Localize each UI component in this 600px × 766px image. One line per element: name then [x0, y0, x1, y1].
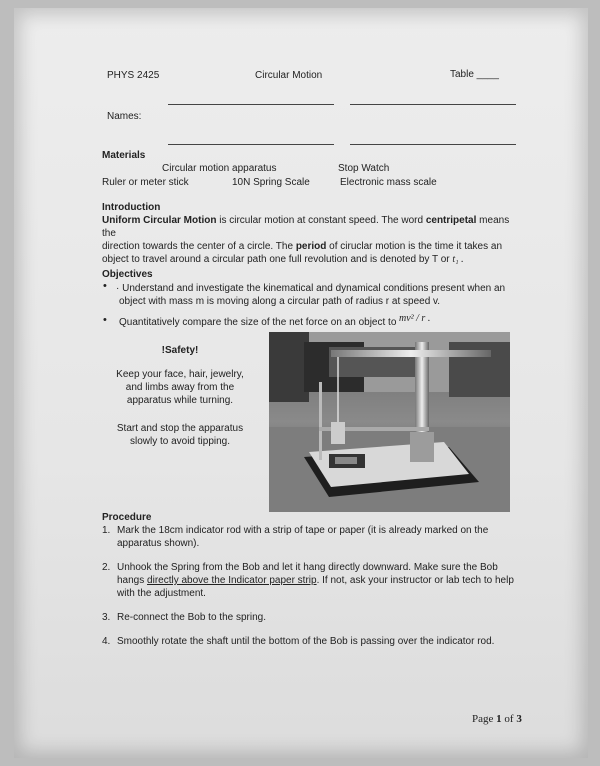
safety-title: !Safety!	[161, 345, 199, 356]
name-line-4	[350, 144, 516, 145]
bullet-icon: •	[103, 280, 107, 292]
material-item: Electronic mass scale	[340, 177, 437, 188]
step-text: hangs	[117, 575, 148, 586]
names-label: Names:	[107, 111, 142, 122]
page-current: 1	[496, 713, 502, 725]
step-line: apparatus shown).	[117, 538, 200, 549]
step-text: . If not, ask your instructor or lab tech to help	[316, 575, 514, 586]
document-title: Circular Motion	[255, 70, 323, 81]
safety-text-2	[110, 422, 250, 448]
step-line: with the adjustment.	[117, 588, 206, 599]
step-number: 2.	[102, 562, 111, 573]
of-word: of	[504, 713, 514, 725]
term-period: period	[295, 241, 327, 252]
name-line-1	[168, 104, 334, 105]
objective-item: object with mass m is moving along a circular path of radius r at speed v.	[119, 296, 441, 307]
step-number: 1.	[102, 525, 111, 536]
procedure-step-2	[117, 561, 527, 600]
intro-text: means the	[102, 215, 510, 239]
material-item: Ruler or meter stick	[102, 177, 189, 188]
material-item: 10N Spring Scale	[232, 177, 310, 188]
objectives-heading: Objectives	[102, 269, 153, 280]
objective-item: · Understand and investigate the kinematical and dynamical conditions present when an	[116, 283, 506, 294]
term-ucm: Uniform Circular Motion	[102, 215, 217, 226]
safety-line: and limbs away from the	[125, 382, 235, 393]
intro-text: object to travel around a circular path one full revolution and is denoted by T or	[102, 254, 450, 265]
page-word: Page	[472, 713, 494, 725]
safety-line: Keep your face, hair, jewelry,	[116, 369, 244, 380]
procedure-step-3: Re-connect the Bob to the spring.	[117, 612, 266, 623]
material-item: Stop Watch	[338, 163, 390, 174]
name-line-3	[168, 144, 334, 145]
safety-line: Start and stop the apparatus	[116, 423, 244, 434]
intro-text: of ciruclar motion is the time it takes an	[326, 241, 502, 252]
formula-mv2-r: mv² / r .	[399, 313, 431, 324]
introduction-paragraph	[102, 214, 522, 266]
page-number	[472, 713, 522, 725]
objective-item: Quantitatively compare the size of the net force on an object to	[119, 317, 397, 328]
introduction-heading: Introduction	[102, 202, 161, 213]
procedure-step-1	[117, 524, 527, 550]
underlined-text: directly above the Indicator paper strip	[147, 575, 317, 586]
materials-heading: Materials	[102, 150, 146, 161]
step-number: 3.	[102, 612, 111, 623]
step-line: Unhook the Spring from the Bob and let it hang directly downward. Make sure the Bob	[117, 562, 498, 573]
procedure-heading: Procedure	[102, 512, 152, 523]
intro-text: direction towards the center of a circle. The	[102, 241, 296, 252]
term-centripetal: centripetal	[425, 215, 477, 226]
safety-text-1	[110, 368, 250, 407]
step-number: 4.	[102, 636, 111, 647]
course-code: PHYS 2425	[107, 70, 160, 81]
safety-line: slowly to avoid tipping.	[129, 436, 231, 447]
name-line-2	[350, 104, 516, 105]
page-total: 3	[516, 713, 522, 725]
bullet-icon: •	[103, 314, 107, 326]
apparatus-illustration	[269, 332, 510, 512]
safety-line: apparatus while turning.	[126, 395, 234, 406]
period-symbol: t₁ .	[452, 254, 464, 265]
step-line: Mark the 18cm indicator rod with a strip of tape or paper (it is already marked on the	[117, 525, 489, 536]
material-item: Circular motion apparatus	[162, 163, 277, 174]
apparatus-photo	[269, 332, 510, 512]
table-label: Table ____	[450, 69, 499, 80]
document-page	[14, 8, 588, 758]
intro-text: is circular motion at constant speed. The word	[216, 215, 426, 226]
procedure-step-4: Smoothly rotate the shaft until the bottom of the Bob is passing over the indicator rod.	[117, 636, 495, 647]
